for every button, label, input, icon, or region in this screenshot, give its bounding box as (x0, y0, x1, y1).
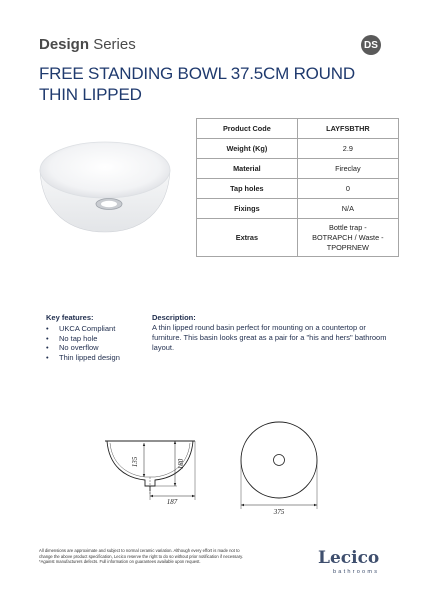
spec-value: 0 (297, 179, 398, 199)
top-view-drawing (232, 418, 327, 518)
table-row (197, 179, 399, 199)
spec-label: Weight (Kg) (197, 139, 298, 159)
spec-value: 2.9 (297, 139, 398, 159)
spec-label: Fixings (197, 199, 298, 219)
product-code-value: LAYFSBTHR (297, 119, 398, 139)
spec-value-extras: Bottle trap - BOTRAPCH / Waste - TPOPRNEW (297, 219, 398, 257)
product-code-label: Product Code (197, 119, 298, 139)
spec-label: Tap holes (197, 179, 298, 199)
basin-product-image (30, 128, 180, 238)
description-text: A thin lipped round basin perfect for mounting on a countertop or furniture. This basin looks great as a pair for a "his and hers" bathroom layout. (152, 323, 387, 352)
spec-table (196, 118, 399, 257)
dim-diameter: 375 (273, 508, 285, 516)
spec-label: Material (197, 159, 298, 179)
title-line-1: FREE STANDING BOWL 37.5CM ROUND (39, 64, 355, 83)
table-row (197, 219, 399, 257)
list-item: • Thin lipped design (46, 353, 120, 363)
product-title (39, 63, 379, 105)
dim-base: 187 (166, 498, 178, 506)
ds-badge: DS (361, 35, 381, 55)
spec-label: Extras (197, 219, 298, 257)
list-item: • No overflow (46, 343, 120, 353)
dim-height: 180 (177, 458, 185, 470)
dim-inner-height: 135 (131, 456, 139, 468)
key-features-title: Key features: (46, 313, 94, 322)
spec-value: N/A (297, 199, 398, 219)
spec-value: Fireclay (297, 159, 398, 179)
table-row (197, 139, 399, 159)
description-title: Description: (152, 313, 196, 322)
key-features-list (46, 324, 120, 362)
side-view-drawing (95, 428, 205, 508)
table-row (197, 199, 399, 219)
lecico-logo: Lecico (318, 548, 380, 568)
title-line-2: THIN LIPPED (39, 85, 142, 104)
table-row (197, 159, 399, 179)
series-heading: Design Series (39, 36, 136, 53)
table-row (197, 119, 399, 139)
footer-disclaimer: All dimensions are approximate and subject to normal ceramic variation. Although every effort is made not to change the above product specification, Lecico reserve the right to do so without prior notification if necessary. *Against manufacturers defects. Full information on guarantees available upon request. (39, 548, 244, 565)
logo-subtitle: bathrooms (333, 569, 380, 575)
list-item: • UKCA Compliant (46, 324, 120, 334)
list-item: • No tap hole (46, 334, 120, 344)
